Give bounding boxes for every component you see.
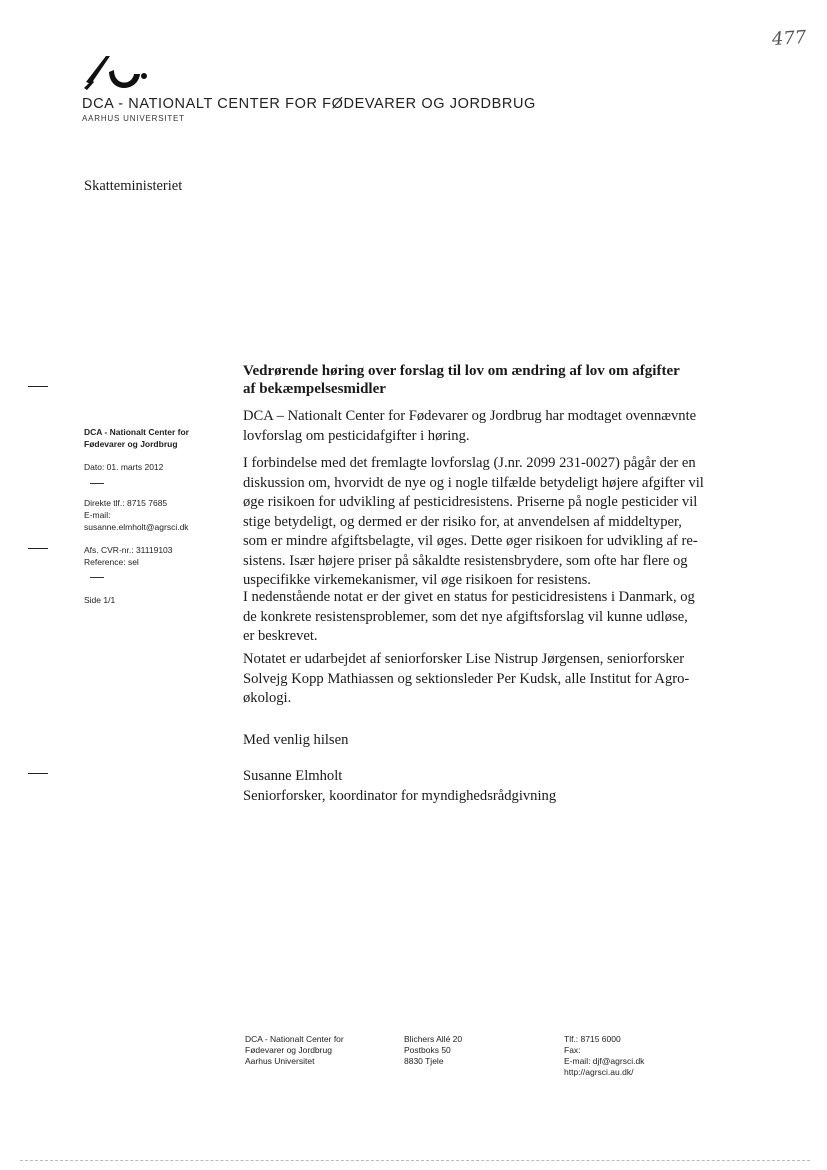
organization-name: DCA - NATIONALT CENTER FOR FØDEVARER OG JORDBRUG — [82, 96, 536, 112]
text-line: uspecifikke virkemekanismer, vil øge risikoen for resistens. — [243, 572, 591, 588]
university-name: AARHUS UNIVERSITET — [82, 114, 185, 123]
sidebar-org-line: Fødevarer og Jordbrug — [84, 439, 178, 449]
text-line: DCA – Nationalt Center for Fødevarer og Jordbrug har modtaget ovennævnte — [243, 408, 697, 424]
text-line: lovforslag om pesticidafgifter i høring. — [243, 427, 470, 444]
sidebar-email-label: E-mail: — [84, 510, 111, 520]
footer-line: Postboks 50 — [404, 1045, 451, 1055]
paragraph-note — [243, 588, 731, 647]
footer-email[interactable]: E-mail: djf@agrsci.dk — [564, 1056, 645, 1066]
fold-mark — [28, 386, 48, 387]
text-line: I nedenstående notat er der givet en status for pesticidresistens i Danmark, og — [243, 589, 695, 605]
text-line: I forbindelse med det fremlagte lovforslag (J.nr. 2099 231-0027) pågår der en — [243, 455, 696, 471]
text-line: de konkrete resistensproblemer, som det nye afgiftsforslag vil kunne udløse, — [243, 608, 688, 625]
aarhus-university-logo — [82, 52, 148, 92]
sidebar-reference: Reference: sel — [84, 557, 139, 567]
sidebar-org — [84, 426, 189, 450]
sidebar-date: Dato: 01. marts 2012 — [84, 462, 164, 472]
sidebar-cvr: Afs. CVR-nr.: 31119103 — [84, 545, 173, 555]
letter-subject — [243, 362, 731, 398]
text-line: som er mindre afgiftsbelagte, vil øges. Dette øger risikoen for udvikling af re- — [243, 533, 698, 549]
footer-organization — [245, 1034, 344, 1067]
footer-contact — [564, 1034, 644, 1078]
footer-address — [404, 1034, 462, 1067]
signer-name: Susanne Elmholt — [243, 768, 343, 784]
footer-line: 8830 Tjele — [404, 1056, 444, 1066]
fold-mark — [28, 548, 48, 549]
sidebar-divider — [90, 483, 104, 484]
text-line: Solvejg Kopp Mathiassen og sektionsleder Per Kudsk, alle Institut for Agro- — [243, 670, 690, 687]
signer-title: Seniorforsker, koordinator for myndighedsrådgivning — [243, 788, 557, 804]
footer-phone: Tlf.: 8715 6000 — [564, 1034, 621, 1044]
text-line: stige betydeligt, og dermed er der risiko for, at anvendelsen af middeltyper, — [243, 513, 682, 530]
footer-fax: Fax: — [564, 1045, 581, 1055]
fold-mark — [28, 773, 48, 774]
sidebar-divider — [90, 577, 104, 578]
sidebar-refs — [84, 544, 173, 568]
sidebar-org-line: DCA - Nationalt Center for — [84, 427, 189, 437]
sidebar-page: Side 1/1 — [84, 595, 116, 605]
page-bottom-edge — [20, 1160, 810, 1161]
footer-line: DCA - Nationalt Center for — [245, 1034, 344, 1044]
text-line: diskussion om, hvorvidt de nye og i nogle tilfælde betydeligt højere afgifter vil — [243, 474, 704, 491]
greeting: Med venlig hilsen — [243, 732, 349, 748]
text-line: økologi. — [243, 690, 292, 706]
recipient: Skatteministeriet — [84, 178, 183, 194]
footer-website[interactable]: http://agrsci.au.dk/ — [564, 1067, 634, 1077]
sidebar-email[interactable]: susanne.elmholt@agrsci.dk — [84, 522, 189, 532]
text-line: sistens. Især højere priser på såkaldte resistensbrydere, som ofte har flere og — [243, 552, 688, 569]
sidebar-contact — [84, 497, 189, 533]
subject-line: Vedrørende høring over forslag til lov om ændring af lov om afgifter — [243, 363, 680, 379]
footer-line: Aarhus Universitet — [245, 1056, 315, 1066]
subject-line: af bekæmpelsesmidler — [243, 381, 386, 397]
text-line: er beskrevet. — [243, 628, 318, 644]
paragraph-context — [243, 454, 731, 591]
handwritten-page-number: 477 — [771, 26, 808, 51]
text-line: Notatet er udarbejdet af seniorforsker Lise Nistrup Jørgensen, seniorforsker — [243, 651, 685, 667]
text-line: øge risikoen for udvikling af pesticidresistens. Priserne på nogle pesticider vil — [243, 494, 698, 510]
sidebar-phone: Direkte tlf.: 8715 7685 — [84, 498, 168, 508]
paragraph-authors — [243, 650, 731, 709]
footer-line: Fødevarer og Jordbrug — [245, 1045, 332, 1055]
footer-line: Blichers Allé 20 — [404, 1034, 463, 1044]
paragraph-intro — [243, 407, 731, 446]
